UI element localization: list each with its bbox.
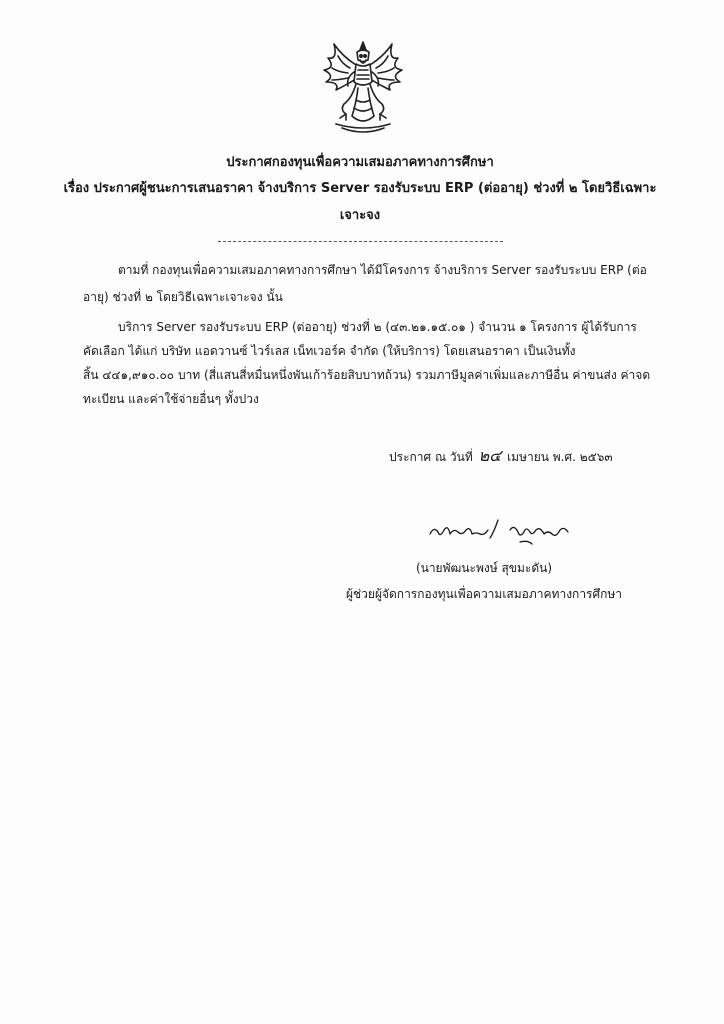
handwritten-signature [428,512,588,548]
body-paragraph-1-line-1: ตามที่ กองทุนเพื่อความเสมอภาคทางการศึกษา ได้มีโครงการ จ้างบริการ Server รองรับระบบ ERP (ต่อ [118,263,647,277]
body-paragraph-2-line-1: บริการ Server รองรับระบบ ERP (ต่ออายุ) ช่วงที่ ๒ (๔๓.๒๑.๑๕.๐๑ ) จำนวน ๑ โครงการ ผู้ได้รับการ [118,320,637,334]
date-month-year: เมษายน พ.ศ. ๒๕๖๓ [507,450,613,464]
announcement-subject: เรื่อง ประกาศผู้ชนะการเสนอราคา จ้างบริการ Server รองรับระบบ ERP (ต่ออายุ) ช่วงที่ ๒ โดยวิธีเฉพาะ [63,181,657,196]
body-paragraph-2-line-2: คัดเลือก ได้แก่ บริษัท แอดวานซ์ ไวร์เลส เน็ทเวอร์ค จำกัด (ให้บริการ) โดยเสนอราคา เป็นเงินทั้ง [83,344,576,358]
body-paragraph-2-line-3: สิ้น ๔๔๑,๙๑๐.๐๐ บาท (สี่แสนสี่หมื่นหนึ่งพันเก้าร้อยสิบบาทถ้วน) รวมภาษีมูลค่าเพิ่มและภาษีอื่น ค่าขนส่ง ค่าจด [83,368,651,382]
body-paragraph-2-line-4: ทะเบียน และค่าใช้จ่ายอื่นๆ ทั้งปวง [83,392,259,406]
dashed-divider [218,241,503,242]
signer-position: ผู้ช่วยผู้จัดการกองทุนเพื่อความเสมอภาคทางการศึกษา [346,587,623,601]
body-paragraph-1-line-2: อายุ) ช่วงที่ ๒ โดยวิธีเฉพาะเจาะจง นั้น [83,290,283,304]
announcement-title: ประกาศกองทุนเพื่อความเสมอภาคทางการศึกษา [226,155,494,170]
date-day-handwritten: ๒๔ [478,446,502,465]
date-prefix: ประกาศ ณ วันที่ [389,450,473,464]
signer-name: (นายพัฒนะพงษ์ สุขมะดัน) [415,561,553,575]
announcement-date [389,446,613,467]
announcement-subject-continued: เจาะจง [339,208,381,223]
garuda-emblem-icon [316,38,410,138]
